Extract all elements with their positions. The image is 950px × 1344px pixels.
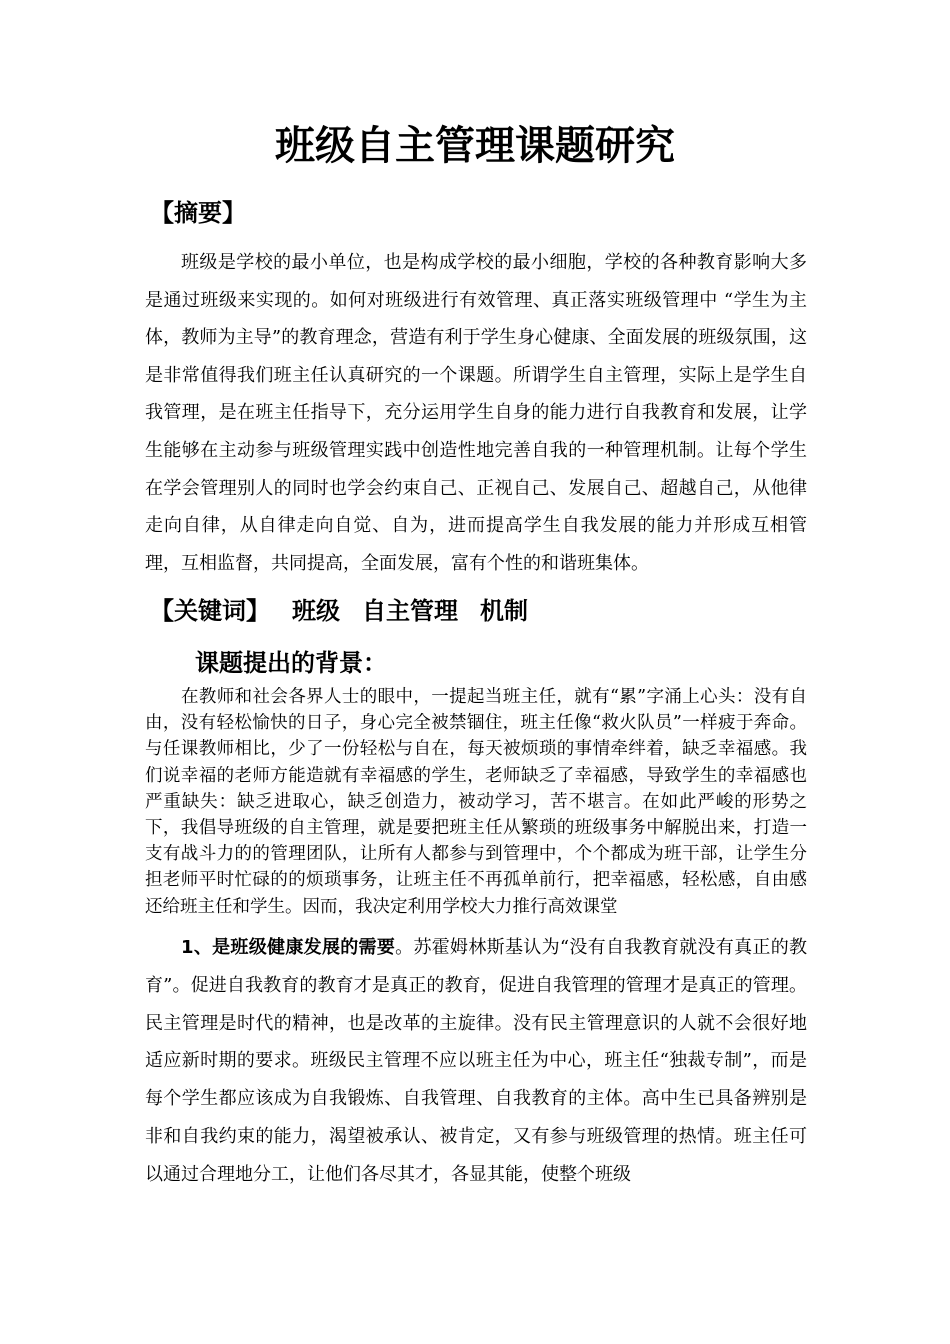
background-paragraph: 在教师和社会各界人士的眼中，一提起当班主任，就有“累”字涌上心头：没有自由，没有轻松愉快的日子，身心完全被禁锢住，班主任像“救火队员”一样疲于奔命。与任课教师相比，少了一份轻松与自在，每天被烦琐的事情牵绊着，缺乏幸福感。我们说幸福的老师方能造就有幸福感的学生，老师缺乏了幸福感，导致学生的幸福感也严重缺失：缺乏进取心，缺乏创造力，被动学习，苦不堪言。在如此严峻的形势之下，我倡导班级的自主管理，就是要把班主任从繁琐的班级事务中解脱出来，打造一支有战斗力的的管理团队，让所有人都参与到管理中，个个都成为班干部，让学生分担老师平时忙碌的的烦琐事务，让班主任不再孤单前行，把幸福感，轻松感，自由感还给班主任和学生。因而，我决定利用学校大力推行高效课堂	[145, 687, 807, 917]
point1-lead: 1、是班级健康发展的需要	[181, 937, 396, 958]
document-title: 班级自主管理课题研究	[275, 123, 675, 169]
abstract-paragraph: 班级是学校的最小单位，也是构成学校的最小细胞，学校的各种教育影响大多是通过班级来实现的。如何对班级进行有效管理、真正落实班级管理中 “学生为主体，教师为主导”的教育理念，营造有利于学生身心健康、全面发展的班级氛围，这是非常值得我们班主任认真研究的一个课题。所谓学生自主管理，实际上是学生自我管理，是在班主任指导下，充分运用学生自身的能力进行自我教育和发展，让学生能够在主动参与班级管理实践中创造性地完善自我的一种管理机制。让每个学生在学会管理别人的同时也学会约束自己、正视自己、发展自己、超越自己，从他律走向自律，从自律走向自觉、自为，进而提高学生自我发展的能力并形成互相管理，互相监督，共同提高，全面发展，富有个性的和谐班集体。	[145, 252, 807, 574]
point1-paragraph	[145, 929, 807, 1194]
abstract-heading: 【摘要】	[150, 199, 246, 227]
keywords-line	[150, 594, 528, 628]
keyword-item: 班级	[292, 597, 340, 625]
point1-text: 。苏霍姆林斯基认为“没有自我教育就没有真正的教育”。促进自我教育的教育才是真正的教育，促进自我管理的管理才是真正的管理。民主管理是时代的精神，也是改革的主旋律。没有民主管理意识的人就不会很好地适应新时期的要求。班级民主管理不应以班主任为中心，班主任“独裁专制”，而是每个学生都应该成为自我锻炼、自我管理、自我教育的主体。高中生已具备辨别是非和自我约束的能力，渴望被承认、被肯定，又有参与班级管理的热情。班主任可以通过合理地分工，让他们各尽其才，各显其能，使整个班级	[145, 937, 807, 1185]
background-heading: 课题提出的背景：	[195, 649, 387, 677]
keywords-heading: 【关键词】	[150, 597, 270, 625]
keyword-item: 机制	[480, 597, 528, 625]
keyword-item: 自主管理	[362, 597, 458, 625]
